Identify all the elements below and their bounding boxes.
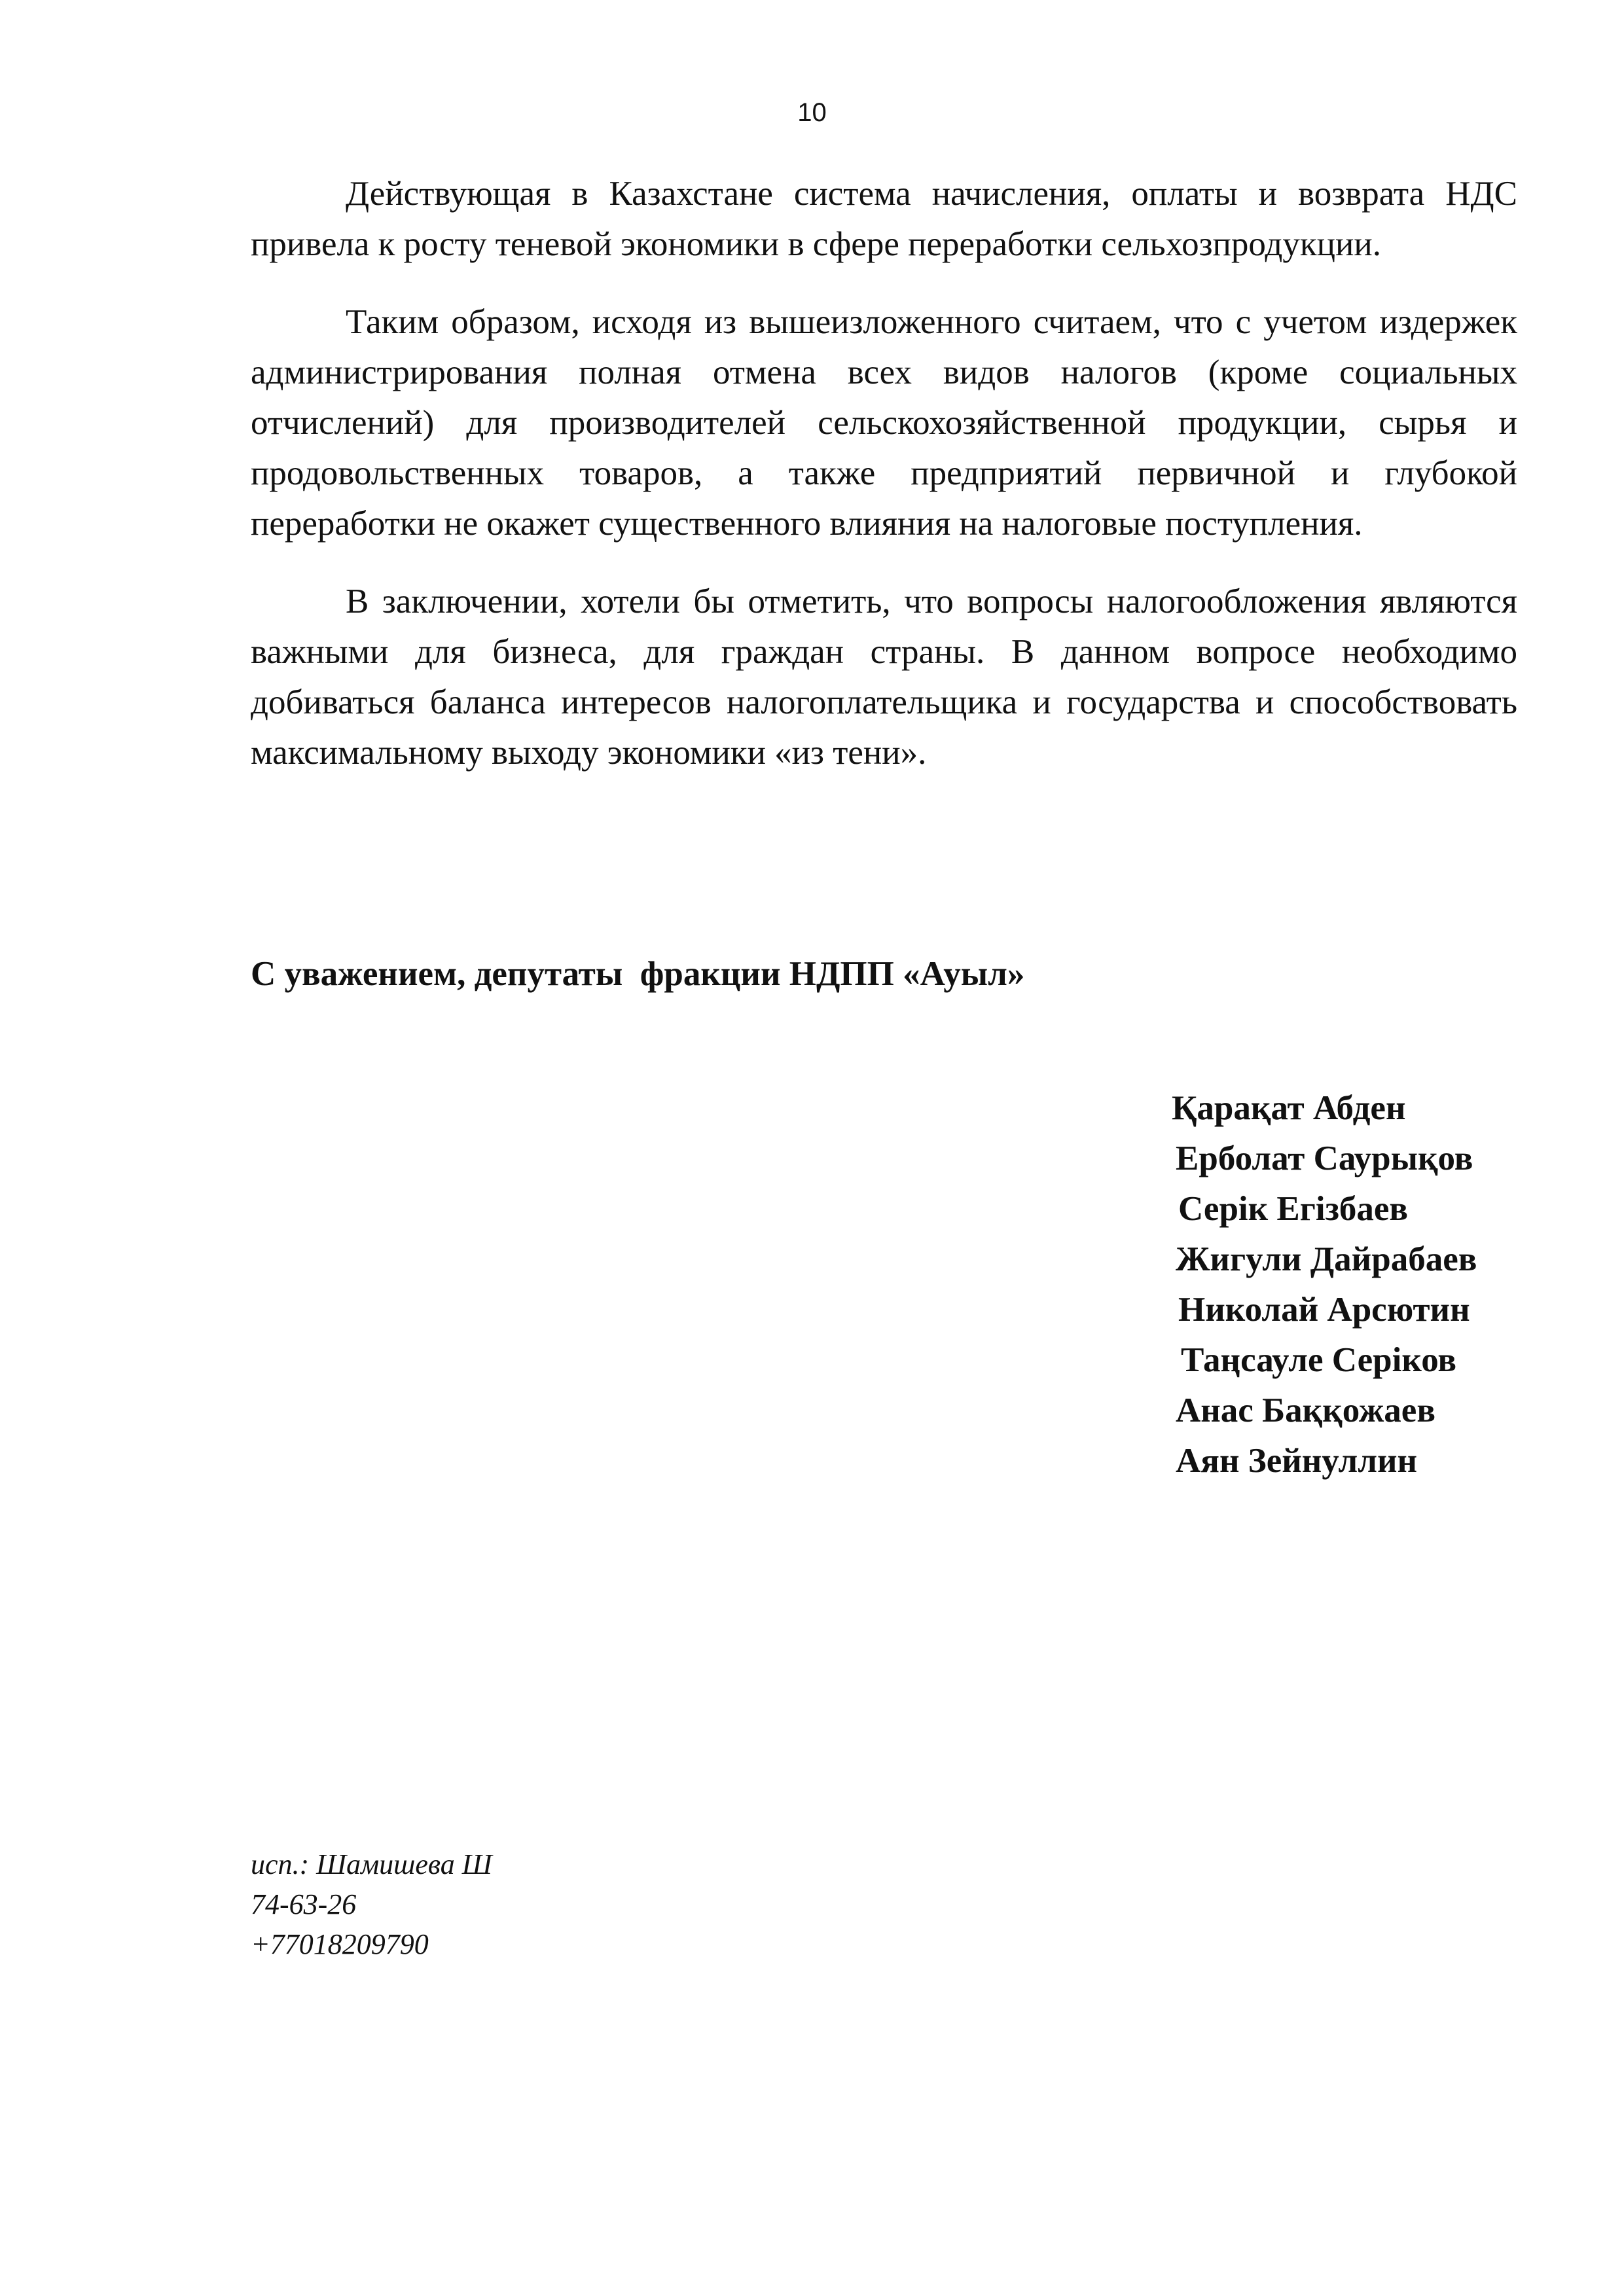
executor-mobile-phone: +77018209790 bbox=[251, 1928, 429, 1960]
paragraph-vat-system: Действующая в Казахстане система начисления, оплаты и возврата НДС привела к росту теневой экономики в сфере переработки сельхозпродукции. bbox=[251, 175, 1517, 263]
closing-salutation: С уважением, депутаты фракции НДПП «Ауыл» bbox=[251, 955, 1025, 993]
executor-block bbox=[251, 1844, 492, 1964]
signatory-name: Қарақат Абден bbox=[1172, 1089, 1406, 1127]
signatory-name: Таңсауле Серіков bbox=[1181, 1341, 1457, 1379]
signatory-name: Николай Арсютин bbox=[1178, 1291, 1470, 1329]
letter-body bbox=[251, 169, 1517, 806]
executor-name: исп.: Шамишева Ш bbox=[251, 1848, 492, 1880]
page-number: 10 bbox=[797, 98, 827, 127]
signatory-name: Серік Егізбаев bbox=[1178, 1190, 1409, 1228]
paragraph-tax-cancellation: Таким образом, исходя из вышеизложенного считаем, что с учетом издержек администрирования полная отмена всех видов налогов (кроме социальных отчислений) для производителей сельскохозяйственной продукции, сырья и продовольственных товаров, а также предприятий первичной и глубокой переработки не окажет существенного влияния на налоговые поступления. bbox=[251, 303, 1517, 543]
signatory-list bbox=[1172, 1083, 1477, 1486]
signatory-name: Аян Зейнуллин bbox=[1176, 1442, 1418, 1480]
signatory-name: Анас Баққожаев bbox=[1176, 1391, 1435, 1429]
signatory-name: Ерболат Саурықов bbox=[1176, 1139, 1473, 1177]
signatory-name: Жигули Дайрабаев bbox=[1176, 1240, 1477, 1278]
executor-office-phone: 74-63-26 bbox=[251, 1888, 357, 1920]
paragraph-conclusion: В заключении, хотели бы отметить, что вопросы налогообложения являются важными для бизнеса, для граждан страны. В данном вопросе необходимо добиваться баланса интересов налогоплательщика и государства и способствовать максимальному выходу экономики «из тени». bbox=[251, 583, 1517, 772]
